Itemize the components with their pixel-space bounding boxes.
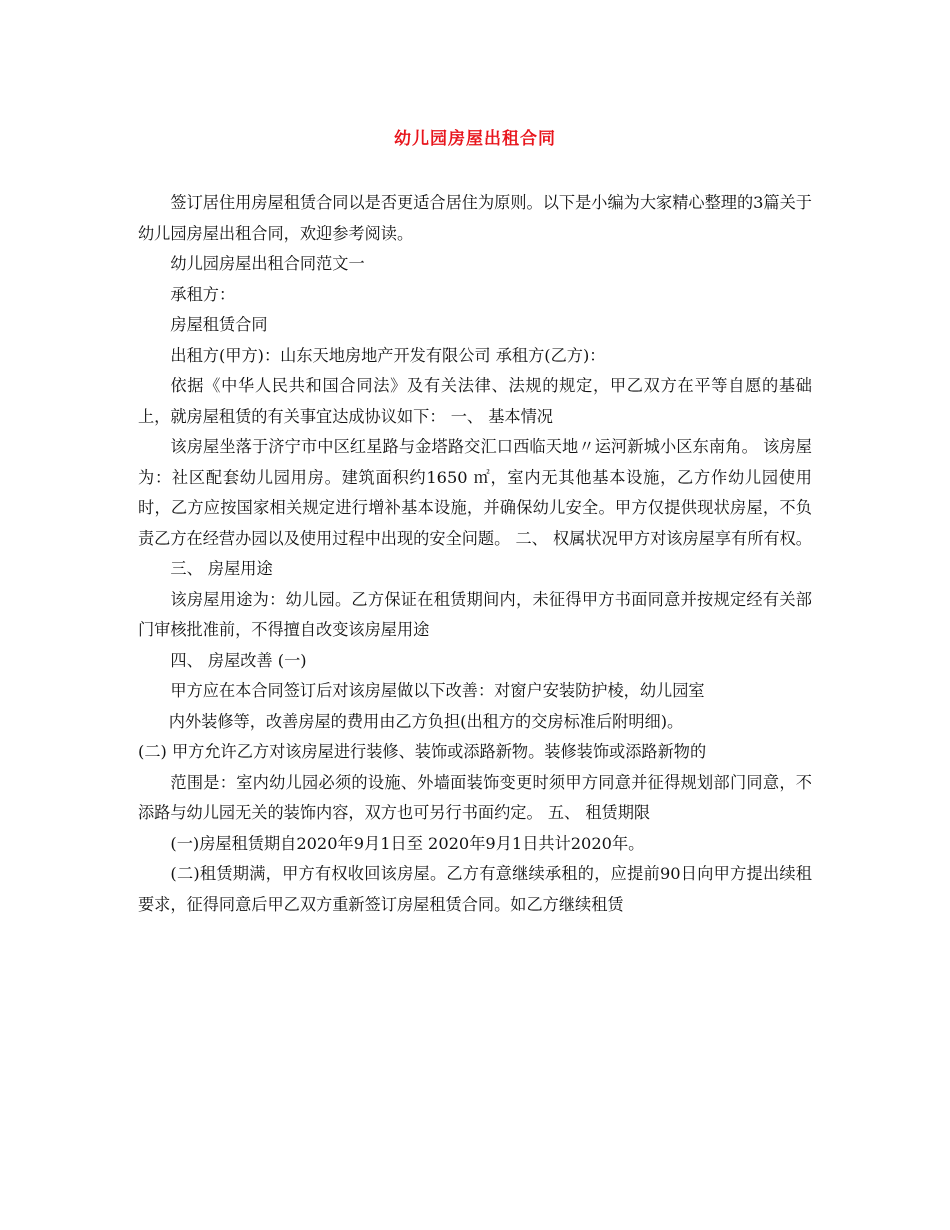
paragraph-parties: 出租方(甲方)：山东天地房地产开发有限公司 承租方(乙方)： — [170, 345, 606, 365]
paragraph-basic-info: 该房屋坐落于济宁市中区红星路与金塔路交汇口西临天地〃运河新城小区东南角。 该房屋为：社区配套幼儿园用房。建筑面积约1650 ㎡，室内无其他基本设施，乙方作幼儿园使用时，乙方应按国家相关规定进行增补基本设施，并确保幼儿安全。甲方仅提供现状房屋，不负责乙方在经营办园以及使用过程中出现的安全问题。 二、 权属状况甲方对该房屋享有所有权。 — [138, 437, 812, 548]
paragraph-contract-name: 房屋租赁合同 — [170, 315, 268, 334]
document-body — [138, 188, 812, 920]
paragraph-improvement-a: 甲方应在本合同签订后对该房屋做以下改善：对窗户安装防护棱，幼儿园室 — [170, 681, 705, 700]
paragraph-improvement-b: 内外装修等，改善房屋的费用由乙方负担(出租方的交房标准后附明细)。 — [168, 711, 684, 731]
paragraph-decoration-b: 范围是：室内幼儿园必须的设施、外墙面装饰变更时须甲方同意并征得规划部门同意，不添路与幼儿园无关的装饰内容，双方也可另行书面约定。 五、 租赁期限 — [138, 772, 812, 822]
paragraph-lessee-label: 承租方： — [170, 284, 236, 304]
paragraph-lease-term: (一)房屋租赁期自2020年9月1日至 2020年9月1日共计2020年。 — [170, 833, 645, 853]
paragraph-sample-heading: 幼儿园房屋出租合同范文一 — [170, 254, 365, 273]
paragraph-renewal: (二)租赁期满，甲方有权收回该房屋。乙方有意继续承租的，应提前90日向甲方提出续租要求，征得同意后甲乙双方重新签订房屋租赁合同。如乙方继续租赁 — [138, 864, 812, 914]
paragraph-section-four: 四、 房屋改善 (一) — [170, 650, 307, 670]
paragraph-decoration-a: (二) 甲方允许乙方对该房屋进行装修、装饰或添路新物。装修装饰或添路新物的 — [138, 742, 707, 761]
paragraph-legal-basis: 依据《中华人民共和国合同法》及有关法律、法规的规定，甲乙双方在平等自愿的基础上，就房屋租赁的有关事宜达成协议如下： 一、 基本情况 — [138, 376, 812, 426]
paragraph-section-three: 三、 房屋用途 — [170, 559, 273, 578]
document-title: 幼儿园房屋出租合同 — [394, 129, 556, 149]
paragraph-intro: 签订居住用房屋租赁合同以是否更适合居住为原则。以下是小编为大家精心整理的3篇关于幼儿园房屋出租合同，欢迎参考阅读。 — [138, 193, 812, 243]
paragraph-usage: 该房屋用途为：幼儿园。乙方保证在租赁期间内，未征得甲方书面同意并按规定经有关部门审核批准前，不得擅自改变该房屋用途 — [138, 589, 812, 639]
